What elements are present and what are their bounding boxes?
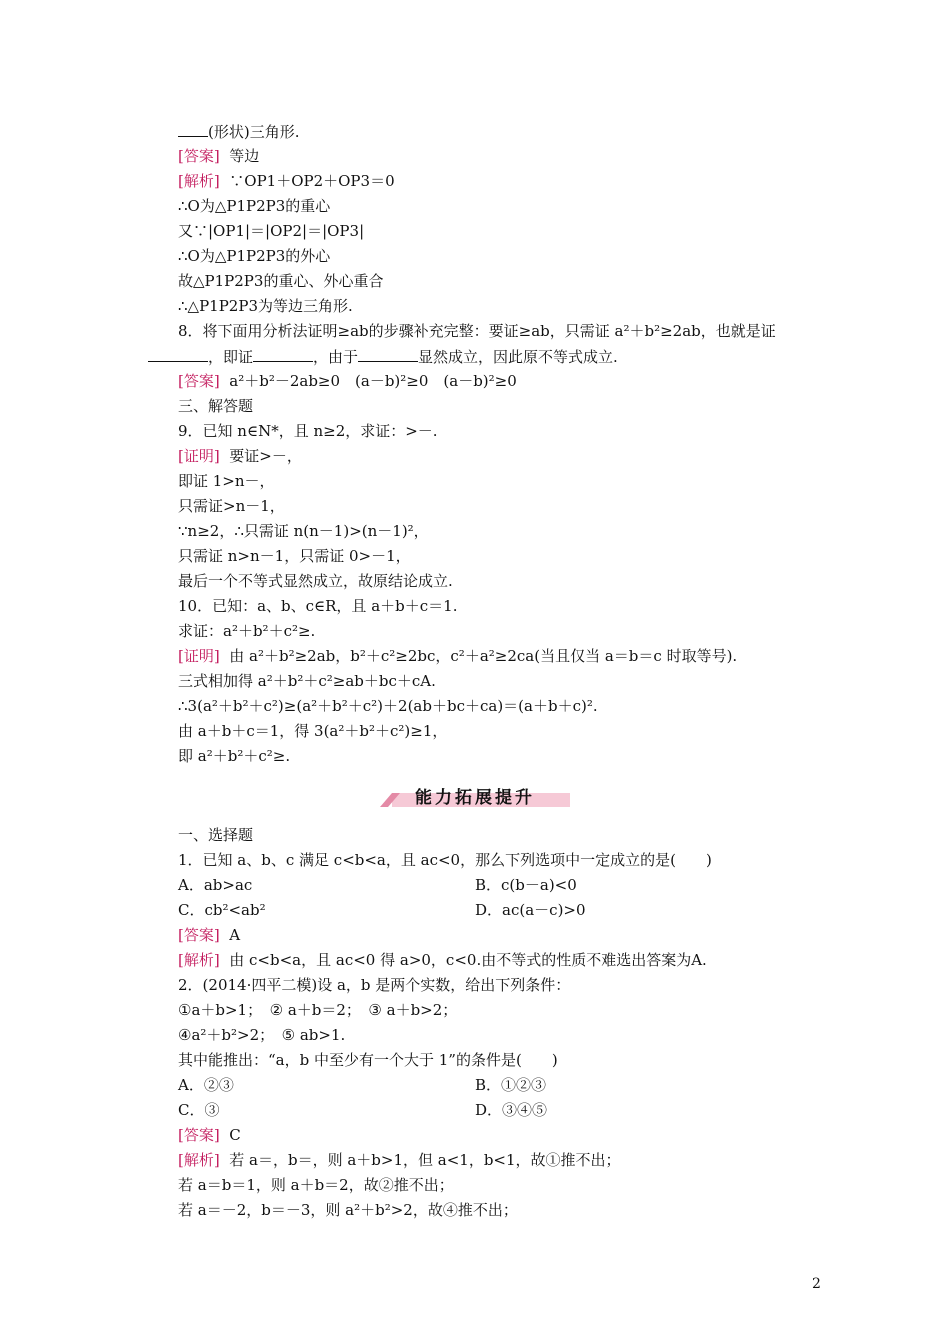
answer-line-mc2: [答案] C — [178, 1126, 241, 1144]
section-heading: 一、选择题 — [178, 826, 254, 844]
analysis-line-mc1: [解析] 由 c<b<a，且 ac<0 得 a>0，c<0.由不等式的性质不难选出答案为A. — [178, 951, 707, 969]
answer-line-7: [答案] 等边 — [178, 147, 260, 165]
text-line: 其中能推出：“a，b 中至少有一个大于 1”的条件是( ) — [178, 1051, 558, 1069]
fill-blank — [148, 346, 208, 362]
option-a: A．ab>ac — [178, 876, 253, 894]
option-c: C．cb²<ab² — [178, 901, 266, 919]
question-8: 8．将下面用分析法证明≥ab的步骤补充完整：要证≥ab，只需证 a²＋b²≥2ab，也就是证 — [178, 322, 776, 340]
analysis-tag: [解析] — [178, 172, 220, 190]
text-line: ④a²＋b²>2； ⑤ ab>1. — [178, 1026, 346, 1044]
answer-tag: [答案] — [178, 372, 220, 390]
option-a: A．②③ — [178, 1076, 234, 1094]
text-line: 即 a²＋b²＋c²≥. — [178, 747, 291, 765]
text-line: 只需证>n－1， — [178, 497, 285, 515]
option-c: C．③ — [178, 1101, 220, 1119]
proof-tag: [证明] — [178, 647, 220, 665]
text-line: 最后一个不等式显然成立，故原结论成立. — [178, 572, 453, 590]
text-line: ∴3(a²＋b²＋c²)≥(a²＋b²＋c²)＋2(ab＋bc＋ca)＝(a＋b＋c)². — [178, 697, 598, 715]
text-line: 即证 1>n－， — [178, 472, 275, 490]
line-shape-question: (形状)三角形. — [178, 121, 299, 142]
question-8-blanks: ，即证 ，由于 显然成立，因此原不等式成立. — [148, 346, 618, 367]
option-d: D．ac(a－c)>0 — [475, 901, 586, 919]
text-line: ①a＋b>1； ② a＋b＝2； ③ a＋b>2； — [178, 1001, 458, 1019]
section-banner — [378, 779, 572, 813]
answer-tag: [答案] — [178, 926, 220, 944]
analysis-line-7: [解析] ∵OP1＋OP2＋OP3＝0 — [178, 172, 395, 190]
page-number: 2 — [812, 1276, 821, 1292]
option-b: B．c(b－a)<0 — [475, 876, 577, 894]
text-line: ∴O为△P1P2P3的外心 — [178, 247, 331, 265]
text-line: 若 a＝b＝1，则 a＋b＝2，故②推不出； — [178, 1176, 454, 1194]
fill-blank — [358, 346, 418, 362]
answer-tag: [答案] — [178, 1126, 220, 1144]
text-line: ∴O为△P1P2P3的重心 — [178, 197, 331, 215]
text-line: 三式相加得 a²＋b²＋c²≥ab＋bc＋cA. — [178, 672, 436, 690]
text-line: ∵n≥2，∴只需证 n(n－1)>(n－1)²， — [178, 522, 429, 540]
analysis-tag: [解析] — [178, 1151, 220, 1169]
text-line: 若 a＝－2，b＝－3，则 a²＋b²>2，故④推不出； — [178, 1201, 518, 1219]
mc-question-1: 1．已知 a、b、c 满足 c<b<a，且 ac<0，那么下列选项中一定成立的是( ) — [178, 851, 712, 869]
section-heading: 三、解答题 — [178, 397, 254, 415]
text-line: ∴△P1P2P3为等边三角形. — [178, 297, 353, 315]
analysis-tag: [解析] — [178, 951, 220, 969]
analysis-line-mc2: [解析] 若 a＝，b＝，则 a＋b>1，但 a<1，b<1，故①推不出； — [178, 1151, 621, 1169]
fill-blank — [178, 121, 208, 137]
answer-line-mc1: [答案] A — [178, 926, 241, 944]
option-d: D．③④⑤ — [475, 1101, 548, 1119]
mc-question-2: 2．(2014·四平二模)设 a，b 是两个实数，给出下列条件： — [178, 976, 571, 994]
text-line: 又∵|OP1|＝|OP2|＝|OP3| — [178, 222, 365, 240]
proof-tag: [证明] — [178, 447, 220, 465]
text-line: 只需证 n>n－1，只需证 0>－1， — [178, 547, 411, 565]
text-line: 故△P1P2P3的重心、外心重合 — [178, 272, 384, 290]
fill-blank — [253, 346, 313, 362]
proof-line-10: [证明] 由 a²＋b²≥2ab，b²＋c²≥2bc，c²＋a²≥2ca(当且仅当 a＝b＝c 时取等号). — [178, 647, 738, 665]
answer-line-8: [答案] a²＋b²－2ab≥0 (a－b)²≥0 (a－b)²≥0 — [178, 372, 517, 390]
banner-title: 能力拓展提升 — [415, 788, 535, 808]
question-9: 9．已知 n∈N*，且 n≥2，求证：>－. — [178, 422, 438, 440]
text-line: 求证：a²＋b²＋c²≥. — [178, 622, 316, 640]
question-10: 10．已知：a、b、c∈R，且 a＋b＋c＝1. — [178, 597, 458, 615]
proof-line-9: [证明] 要证>－， — [178, 447, 302, 465]
text-line: 由 a＋b＋c＝1，得 3(a²＋b²＋c²)≥1， — [178, 722, 448, 740]
answer-tag: [答案] — [178, 147, 220, 165]
option-b: B．①②③ — [475, 1076, 547, 1094]
